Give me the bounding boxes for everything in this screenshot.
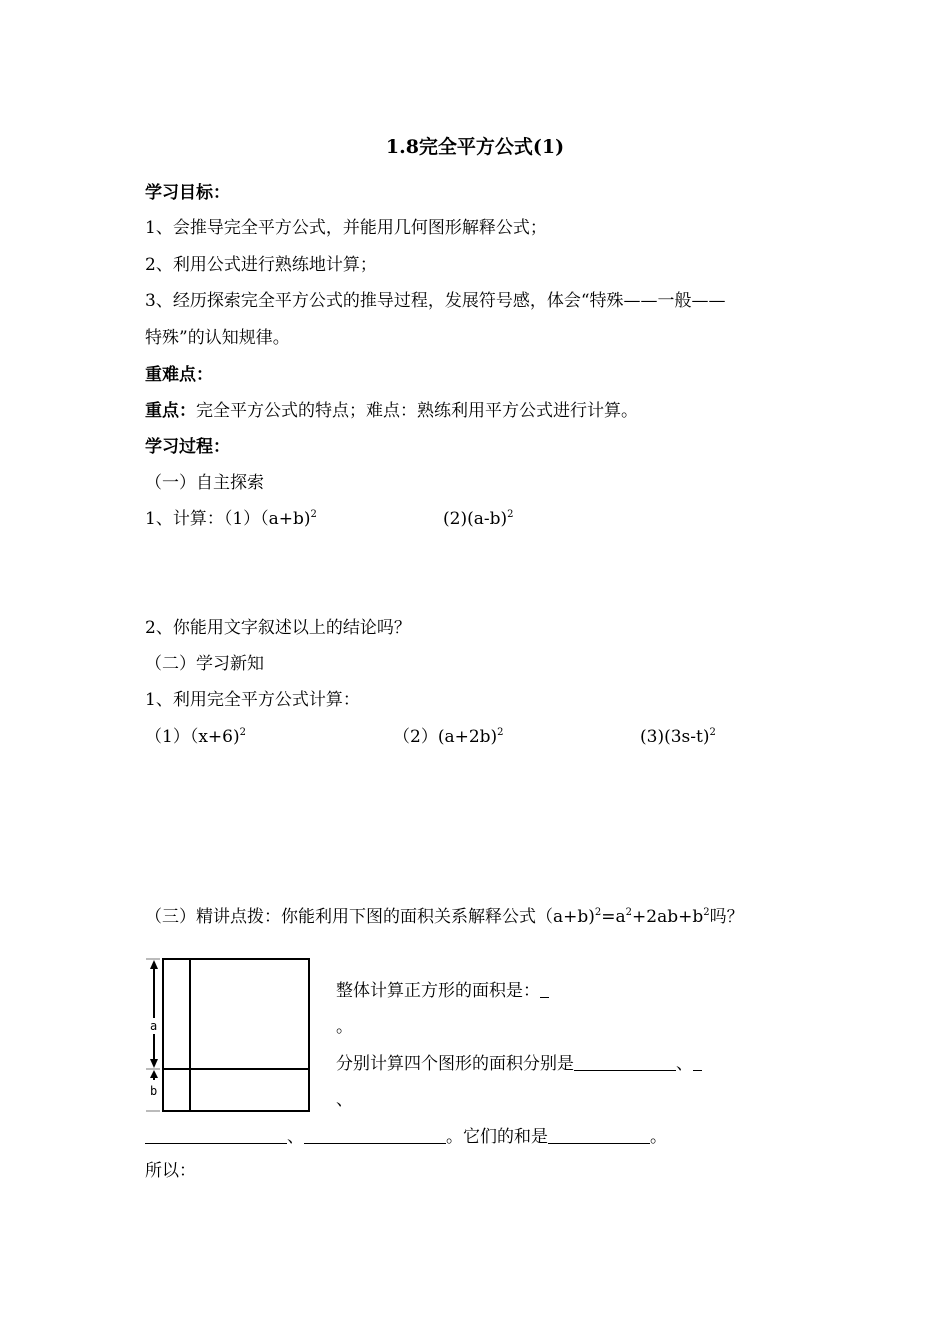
- blank-area-2-start[interactable]: [693, 1052, 702, 1071]
- objective-3: 3、经历探索完全平方公式的推导过程，发展符号感，体会“特殊——一般——: [145, 291, 726, 311]
- expr-a-plus-b: 1、计算：（1）（a+b): [145, 509, 311, 529]
- blank-area-1[interactable]: [574, 1052, 676, 1071]
- exercise-1: （1）（x+6)$^2$: [145, 727, 246, 747]
- therefore-line: 所以：: [145, 1161, 196, 1181]
- objectives-heading: 学习目标：: [145, 183, 230, 203]
- objective-1: 1、会推导完全平方公式，并能用几何图形解释公式；: [145, 218, 547, 238]
- expr-a-minus-b-wrap: $(2)(a-b)^2$: [443, 509, 514, 529]
- objective-2: 2、利用公式进行熟练地计算；: [145, 255, 377, 275]
- arrow-b-up-head: [150, 1070, 158, 1078]
- part1-heading: （一）自主探索: [145, 473, 264, 493]
- key-points-heading: 重难点：: [145, 365, 213, 385]
- exercise-2: $(2)(a+2b)^2$: [393, 727, 504, 747]
- part1-question-1: 1、计算：（1）（a+b)$^2$: [145, 509, 317, 529]
- page-title: 1.8完全平方公式(1): [385, 136, 565, 158]
- area-model-figure: [140, 950, 320, 1120]
- outer-square: [163, 959, 309, 1111]
- dun-line: 、: [336, 1090, 353, 1110]
- whole-area-line: 整体计算正方形的面积是：: [336, 979, 549, 1002]
- blank-sum[interactable]: [548, 1125, 650, 1144]
- blank-area-4[interactable]: [304, 1125, 446, 1144]
- process-heading: 学习过程：: [145, 437, 230, 457]
- objective-3-cont: 特殊”的认知规律。: [145, 328, 290, 348]
- period-line: 。: [336, 1017, 353, 1037]
- blank-area-3[interactable]: [145, 1125, 287, 1144]
- part2-question-1: 1、利用完全平方公式计算：: [145, 690, 360, 710]
- key-point-body: 完全平方公式的特点；难点：熟练利用平方公式进行计算。: [196, 401, 638, 421]
- exercise-3: $(3)(3s-t)^2$: [640, 727, 716, 747]
- label-a: a: [150, 1019, 158, 1033]
- arrow-a-down-head: [150, 1059, 158, 1068]
- sum-line: 、 。它们的和是 。: [145, 1125, 667, 1148]
- expr-a-minus-b: (2)(a-b): [443, 509, 508, 529]
- blank-whole-area[interactable]: [540, 979, 549, 998]
- label-b: b: [150, 1084, 158, 1098]
- part2-heading: （二）学习新知: [145, 654, 264, 674]
- arrow-a-up-head: [150, 960, 158, 969]
- four-areas-line: 分别计算四个图形的面积分别是 、: [336, 1052, 702, 1075]
- key-points-text: [145, 400, 638, 422]
- key-point-label: 重点：: [145, 401, 196, 421]
- part3-prompt: （三）精讲点拨：你能利用下图的面积关系解释公式$(a+b)^2=a^2+2ab+b^2$吗？: [145, 907, 744, 927]
- part1-question-2: 2、你能用文字叙述以上的结论吗？: [145, 618, 411, 638]
